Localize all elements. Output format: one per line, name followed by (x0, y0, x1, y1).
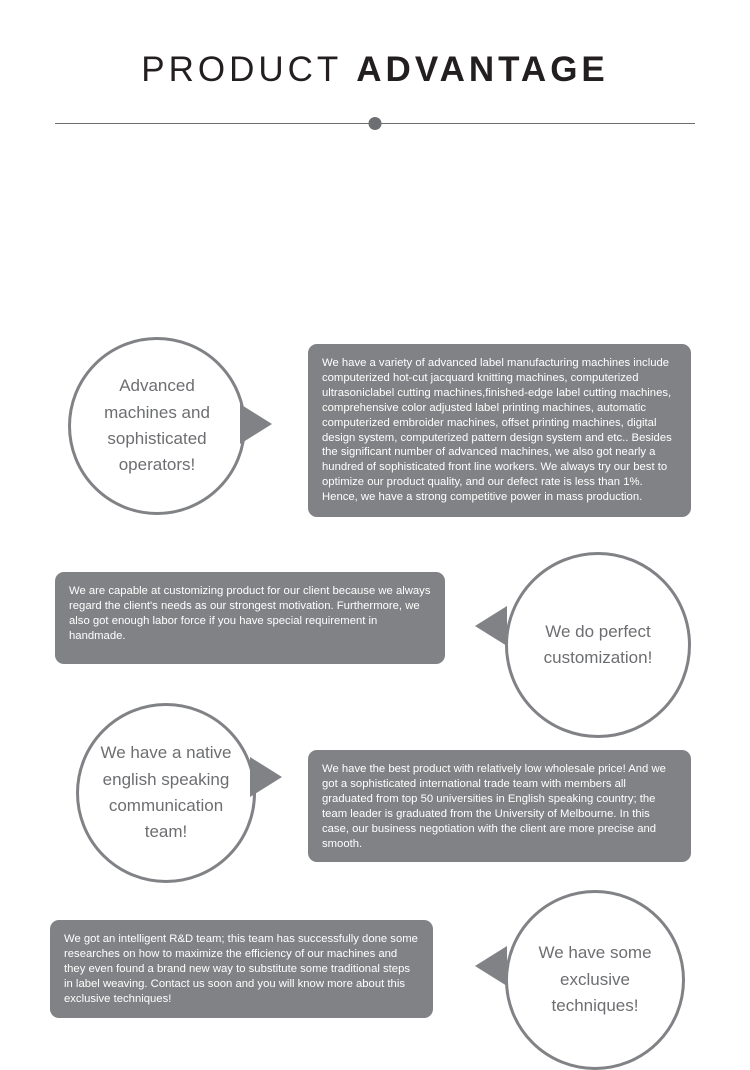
pointer-icon-2 (475, 606, 507, 646)
pointer-icon-4 (475, 946, 507, 986)
title-divider (0, 114, 750, 132)
circle-2-line-1: We do perfect (545, 621, 651, 641)
circle-2-line-2: customization! (543, 648, 653, 667)
circle-4-line-2: exclusive (560, 969, 630, 989)
divider-dot-icon (369, 117, 382, 130)
page-title-bold: ADVANTAGE (356, 50, 609, 89)
page-title-light: PRODUCT (141, 50, 343, 89)
pointer-icon-3 (250, 757, 282, 797)
circle-4-line-1: We have some (538, 943, 652, 963)
advantage-text-2: We are capable at customizing product for our client because we always regard the client's needs as our strongest motivation. Furthermore, we also got enough labor force if you have special requirement in handmade. (55, 572, 445, 664)
page-header (0, 0, 750, 132)
advantage-text-3: We have the best product with relatively low wholesale price! And we got a sophisticated international trade team with members all graduated from top 50 universities in English speaking country; the team leader is graduated from the University of Melbourne. In this case, our business negotiation with the client are more precise and smooth. (308, 750, 691, 862)
advantage-text-1: We have a variety of advanced label manufacturing machines include computerized hot-cut jacquard knitting machines, computerized ultrasoniclabel cutting machines,finished-edge label cutting machines, comprehensive color adjusted label printing machines, automatic computerized embroider machines, offset printing machines, digital design system, computerized pattern design system and etc.. Besides the significant number of advanced machines, we also got nearly a hundred of sophisticated front line workers. We always try our best to optimize our product quality, and our defect rate is less than 1%. Hence, we have a strong competitive power in mass production. (308, 344, 691, 517)
circle-4-line-3: techniques! (551, 996, 639, 1016)
circle-3-line-1: We have a native (100, 743, 232, 763)
circle-1-line-2: machines and (104, 402, 210, 422)
circle-1-line-1: Advanced (119, 376, 195, 396)
advantage-text-4: We got an intelligent R&D team; this team has successfully done some researches on how to maximize the efficiency of our machines and they even found a brand new way to substitute some traditional steps in label weaving. Contact us soon and you will know more about this exclusive techniques! (50, 920, 433, 1018)
advantage-circle-2 (505, 552, 691, 738)
advantage-circle-4 (505, 890, 685, 1070)
advantage-list (0, 132, 750, 1016)
pointer-icon-1 (240, 404, 272, 444)
circle-1-line-4: operators! (118, 455, 196, 475)
circle-3-line-3: communication (108, 796, 224, 815)
circle-3-line-4: team! (144, 822, 188, 842)
circle-3-line-2: english speaking (102, 769, 230, 789)
circle-1-line-3: sophisticated (107, 429, 207, 448)
advantage-circle-3 (76, 703, 256, 883)
page-title (0, 50, 750, 90)
advantage-circle-1 (68, 337, 246, 515)
